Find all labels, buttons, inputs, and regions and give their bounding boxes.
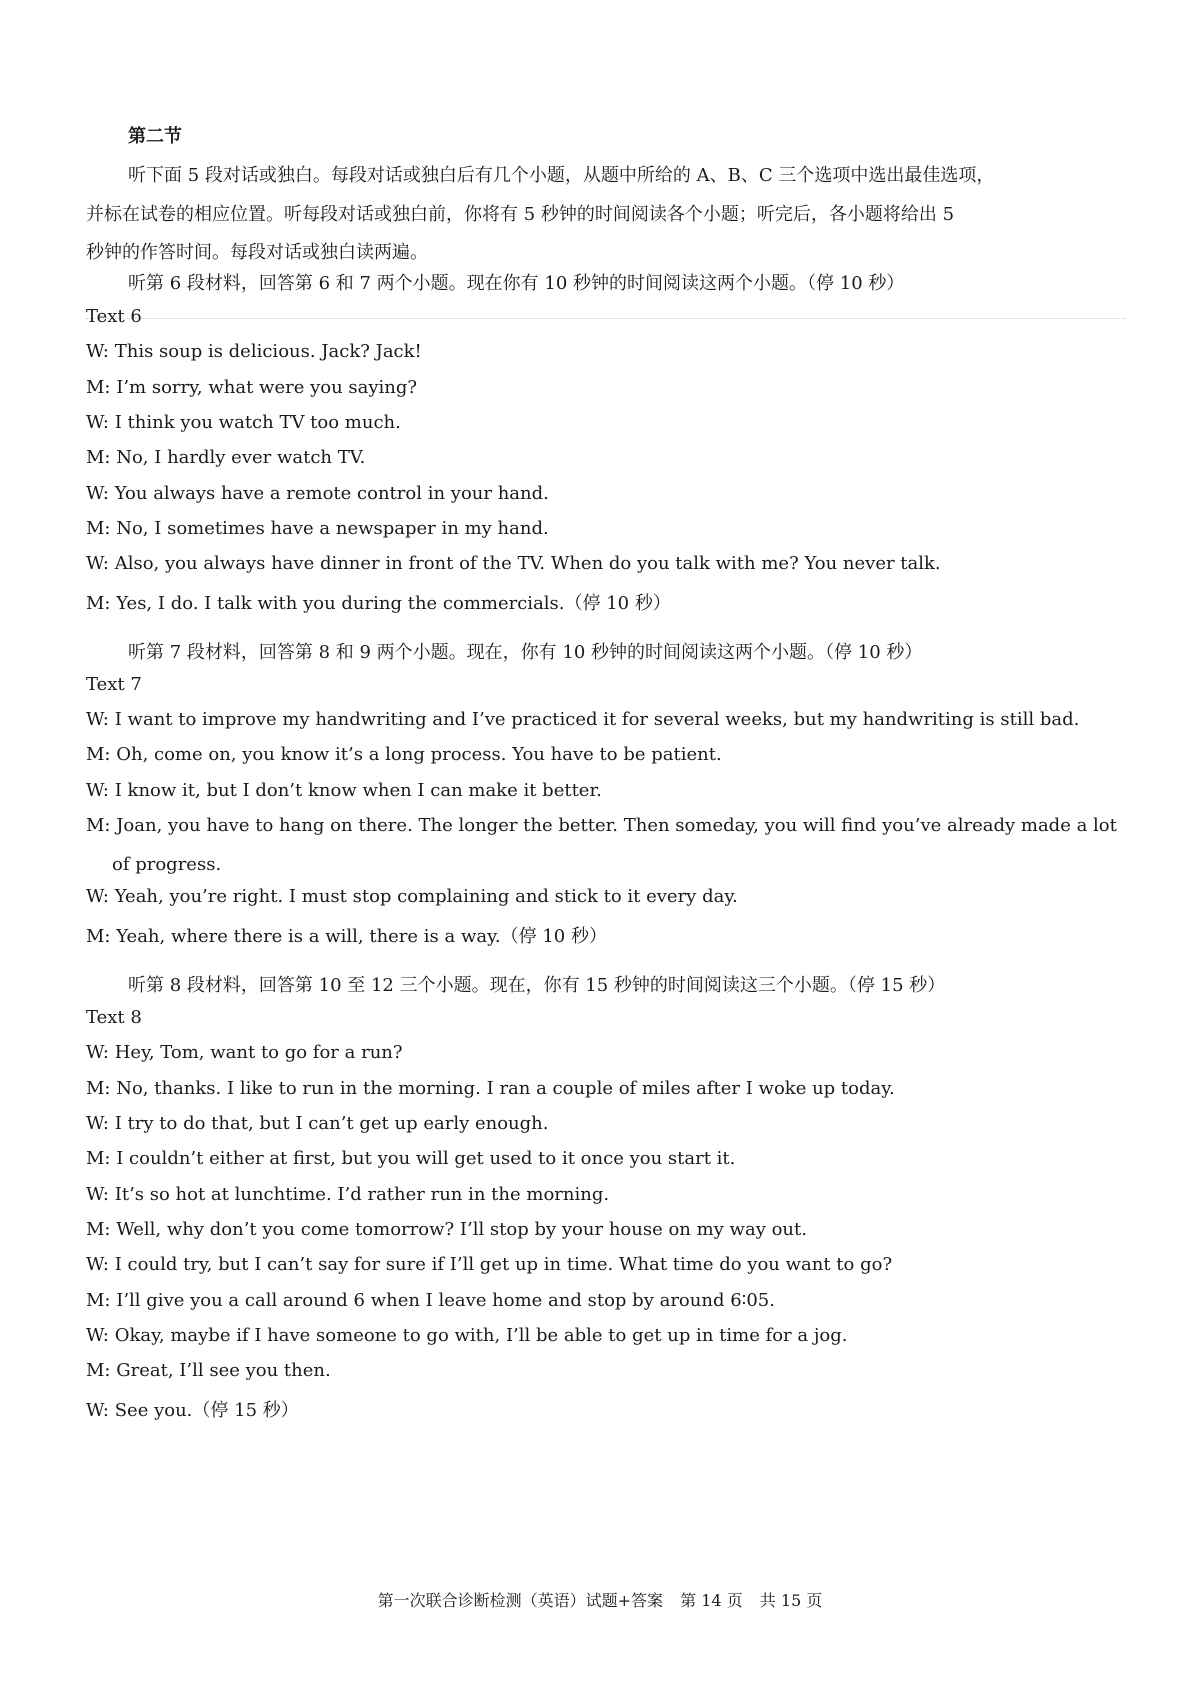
section-intro	[86, 157, 1126, 273]
dialogue-line: M: No, thanks. I like to run in the morning. I ran a couple of miles after I woke up today.	[86, 1078, 895, 1099]
dialogue-line: M: No, I sometimes have a newspaper in my hand.	[86, 518, 549, 539]
dialogue-line: M: I couldn’t either at first, but you will get used to it once you start it.	[86, 1148, 736, 1169]
divider	[86, 318, 1126, 319]
dialogue-line: W: I want to improve my handwriting and I’ve practiced it for several weeks, but my handwriting is still bad.	[86, 709, 1080, 730]
text7-label: Text 7	[86, 674, 142, 695]
footer-title: 第一次联合诊断检测（英语）试题+答案	[377, 1591, 664, 1610]
section-title: 第二节	[128, 126, 182, 147]
dialogue-line: M: Oh, come on, you know it’s a long process. You have to be patient.	[86, 744, 722, 765]
dialogue-line: W: Yeah, you’re right. I must stop complaining and stick to it every day.	[86, 886, 738, 907]
dialogue-line: W: I know it, but I don’t know when I can make it better.	[86, 780, 602, 801]
dialogue-line: W: I try to do that, but I can’t get up early enough.	[86, 1113, 549, 1134]
intro-line: 秒钟的作答时间。每段对话或独白读两遍。	[86, 242, 428, 263]
intro-line: 听下面 5 段对话或独白。每段对话或独白后有几个小题，从题中所给的 A、B、C 三个选项中选出最佳选项，	[128, 165, 995, 186]
dialogue-line: W: Also, you always have dinner in front of the TV. When do you talk with me? You never talk.	[86, 553, 941, 574]
dialogue-line: M: I’m sorry, what were you saying?	[86, 377, 418, 398]
text6-instruction: 听第 6 段材料，回答第 6 和 7 两个小题。现在你有 10 秒钟的时间阅读这两个小题。（停 10 秒）	[128, 273, 905, 294]
dialogue-line: W: Okay, maybe if I have someone to go with, I’ll be able to get up in time for a jog.	[86, 1325, 848, 1346]
dialogue-line: W: See you.（停 15 秒）	[86, 1400, 299, 1421]
dialogue-line: W: It’s so hot at lunchtime. I’d rather run in the morning.	[86, 1184, 610, 1205]
dialogue-line: M: No, I hardly ever watch TV.	[86, 447, 366, 468]
dialogue-line: W: Hey, Tom, want to go for a run?	[86, 1042, 403, 1063]
text7-instruction: 听第 7 段材料，回答第 8 和 9 两个小题。现在，你有 10 秒钟的时间阅读这两个小题。（停 10 秒）	[128, 642, 923, 663]
text6-label: Text 6	[86, 306, 142, 327]
text8-label: Text 8	[86, 1007, 142, 1028]
dialogue-line: W: I could try, but I can’t say for sure if I’ll get up in time. What time do you want to go?	[86, 1254, 893, 1275]
dialogue-line: W: You always have a remote control in your hand.	[86, 483, 549, 504]
dialogue-line: M: I’ll give you a call around 6 when I leave home and stop by around 6∶05.	[86, 1290, 775, 1311]
dialogue-line: M: Yeah, where there is a will, there is a way.（停 10 秒）	[86, 926, 607, 947]
intro-line: 并标在试卷的相应位置。听每段对话或独白前，你将有 5 秒钟的时间阅读各个小题；听完后，各小题将给出 5	[86, 203, 955, 225]
dialogue-line: M: Yes, I do. I talk with you during the commercials.（停 10 秒）	[86, 593, 671, 614]
footer-page-total: 共 15 页	[759, 1591, 823, 1610]
dialogue-line: W: This soup is delicious. Jack? Jack!	[86, 341, 422, 362]
dialogue-line: M: Joan, you have to hang on there. The longer the better. Then someday, you will find you’ve already made a lot of progress.	[86, 815, 1117, 875]
text8-instruction: 听第 8 段材料，回答第 10 至 12 三个小题。现在，你有 15 秒钟的时间阅读这三个小题。（停 15 秒）	[128, 975, 946, 996]
dialogue-line: W: I think you watch TV too much.	[86, 412, 401, 433]
page-footer	[0, 1588, 1200, 1611]
footer-page-number: 第 14 页	[680, 1591, 743, 1610]
dialogue-line: M: Great, I’ll see you then.	[86, 1360, 331, 1381]
dialogue-line: M: Well, why don’t you come tomorrow? I’ll stop by your house on my way out.	[86, 1219, 807, 1240]
